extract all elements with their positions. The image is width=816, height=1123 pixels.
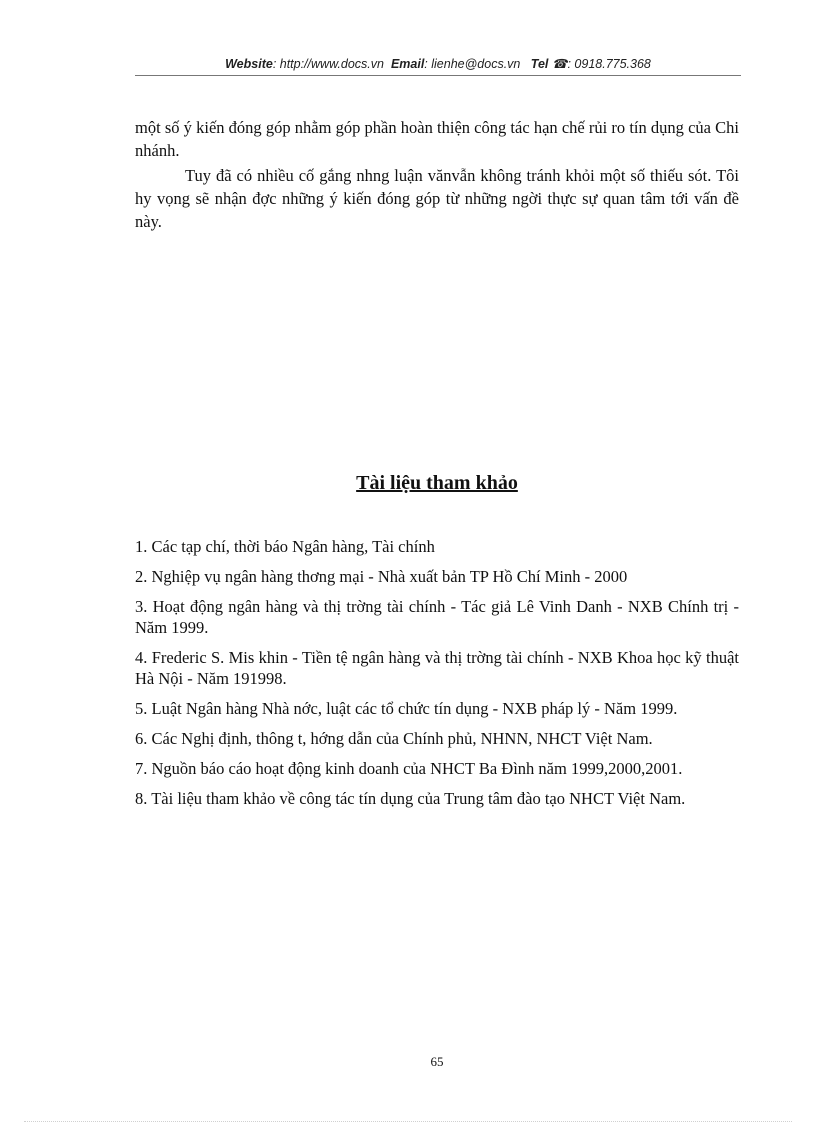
tel-number: : 0918.775.368 — [567, 57, 651, 71]
closing-paragraph-1: một số ý kiến đóng góp nhằm góp phần hoàn thiện công tác hạn chế rủi ro tín dụng của Chi nhánh. — [135, 118, 739, 160]
phone-icon: ☎ — [551, 57, 568, 71]
email-label: Email — [390, 57, 425, 71]
page-number: 65 — [430, 1054, 444, 1069]
reference-item: 7. Nguồn báo cáo hoạt động kinh doanh của NHCT Ba Đình năm 1999,2000,2001. — [135, 759, 683, 778]
website-label: Website — [225, 57, 273, 71]
header-divider — [135, 75, 741, 76]
reference-item: 1. Các tạp chí, thời báo Ngân hàng, Tài chính — [135, 537, 435, 556]
page-bottom-border — [24, 1121, 792, 1122]
page-header — [135, 56, 741, 71]
email-address: : lienhe@docs.vn — [424, 57, 521, 71]
reference-item: 3. Hoạt động ngân hàng và thị trờng tài chính - Tác giả Lê Vinh Danh - NXB Chính trị - Năm 1999. — [135, 597, 739, 637]
website-url: : http://www.docs.vn — [272, 57, 384, 71]
reference-item: 6. Các Nghị định, thông t, hớng dẫn của Chính phủ, NHNN, NHCT Việt Nam. — [135, 729, 653, 748]
reference-item: 5. Luật Ngân hàng Nhà nớc, luật các tổ chức tín dụng - NXB pháp lý - Năm 1999. — [135, 699, 678, 718]
reference-item: 2. Nghiệp vụ ngân hàng thơng mại - Nhà xuất bản TP Hồ Chí Minh - 2000 — [135, 567, 628, 586]
references-list — [135, 536, 739, 818]
reference-item: 4. Frederic S. Mis khin - Tiền tệ ngân hàng và thị trờng tài chính - NXB Khoa học kỹ thuật Hà Nội - Năm 191998. — [135, 648, 739, 688]
reference-item: 8. Tài liệu tham khảo về công tác tín dụng của Trung tâm đào tạo NHCT Việt Nam. — [135, 789, 686, 808]
closing-paragraph-2: Tuy đã có nhiều cố gắng nhng luận vănvẫn không tránh khỏi một số thiếu sót. Tôi hy vọng sẽ nhận đợc những ý kiến đóng góp từ những ngời thực sự quan tâm tới vấn đề này. — [135, 166, 739, 231]
references-title: Tài liệu tham khảo — [356, 472, 518, 494]
tel-label: Tel — [530, 57, 549, 71]
